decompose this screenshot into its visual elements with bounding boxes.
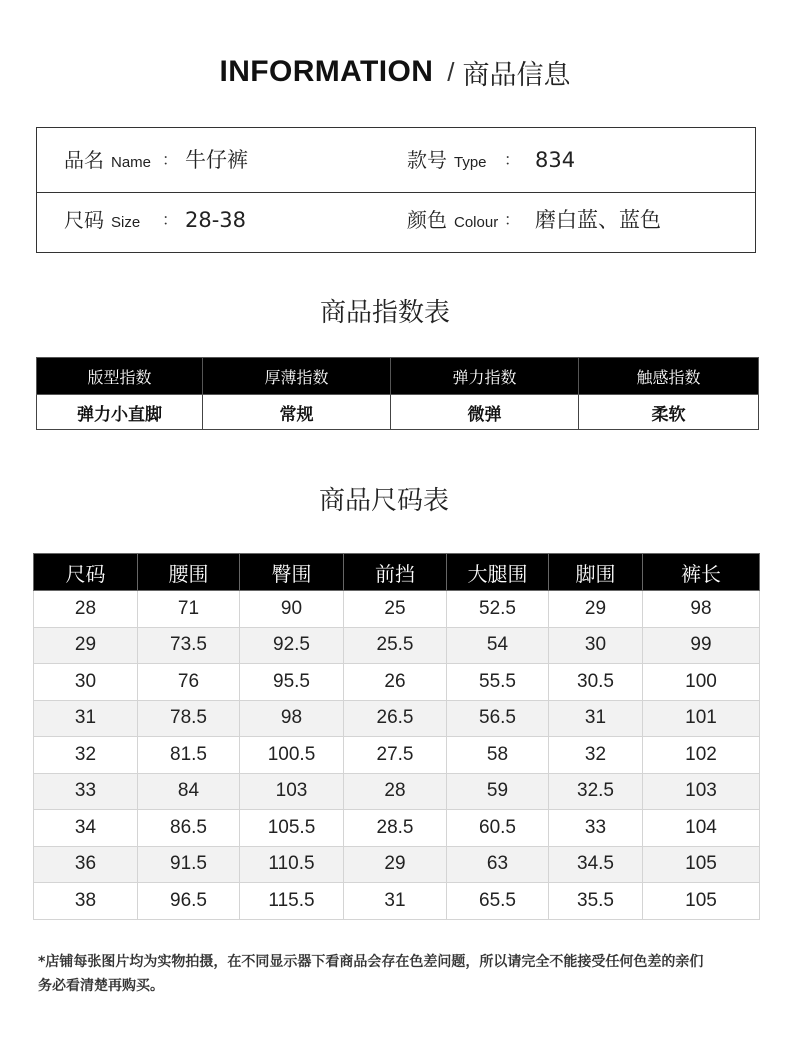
title-english: INFORMATION (219, 55, 434, 88)
index-header-elasticity: 弹力指数 (391, 358, 579, 395)
index-value-fit: 弹力小直脚 (37, 395, 203, 430)
size-row (34, 700, 760, 737)
size-colon: ： (162, 210, 179, 229)
type-label-en: Type (454, 154, 487, 171)
size-row (34, 846, 760, 883)
size-cell-length: 103 (643, 773, 760, 810)
index-table-header-row (37, 358, 759, 395)
size-header-length: 裤长 (643, 554, 760, 591)
size-cell-rise: 28.5 (344, 810, 447, 847)
colour-value: 磨白蓝、蓝色 (535, 208, 661, 232)
index-header-thickness: 厚薄指数 (203, 358, 391, 395)
size-cell-hip: 98 (240, 700, 344, 737)
size-cell-leg-opening: 32.5 (549, 773, 643, 810)
type-label-cn: 款号 (407, 148, 447, 172)
size-cell-thigh: 55.5 (447, 664, 549, 701)
size-cell-hip: 95.5 (240, 664, 344, 701)
size-cell-rise: 26.5 (344, 700, 447, 737)
name-label-cn: 品名 (64, 148, 104, 172)
info-row-size-colour (37, 193, 755, 252)
size-header-size: 尺码 (34, 554, 138, 591)
size-cell-hip: 115.5 (240, 883, 344, 920)
footnote-line: *店铺每张图片均为实物拍摄，在不同显示器下看商品会存在色差问题，所以请完全不能接受任何色差的亲们 (38, 954, 704, 970)
size-cell-size: 29 (34, 627, 138, 664)
size-cell-waist: 86.5 (138, 810, 240, 847)
size-cell-leg-opening: 30 (549, 627, 643, 664)
size-cell-waist: 76 (138, 664, 240, 701)
size-cell-thigh: 56.5 (447, 700, 549, 737)
size-cell-size: 36 (34, 846, 138, 883)
colour-label-cn: 颜色 (407, 208, 447, 232)
title-separator: / (447, 56, 455, 87)
info-row-name-type (37, 128, 755, 193)
size-cell-thigh: 59 (447, 773, 549, 810)
size-cell-thigh: 63 (447, 846, 549, 883)
size-cell-thigh: 54 (447, 627, 549, 664)
size-cell-thigh: 52.5 (447, 591, 549, 628)
size-cell-rise: 26 (344, 664, 447, 701)
colour-colon: ： (504, 210, 521, 229)
size-header-leg-opening: 脚围 (549, 554, 643, 591)
size-cell-waist: 73.5 (138, 627, 240, 664)
size-cell-thigh: 60.5 (447, 810, 549, 847)
size-cell-hip: 105.5 (240, 810, 344, 847)
size-label-cn: 尺码 (64, 208, 104, 232)
size-cell-rise: 25.5 (344, 627, 447, 664)
type-label (407, 128, 487, 195)
size-header-rise: 前挡 (344, 554, 447, 591)
size-cell-hip: 92.5 (240, 627, 344, 664)
size-table-header-row (34, 554, 760, 591)
footnote-line: 务必看清楚再购买。 (38, 978, 164, 994)
size-header-hip: 臀围 (240, 554, 344, 591)
type-value: 834 (535, 148, 576, 172)
index-value-elasticity: 微弹 (391, 395, 579, 430)
size-cell-waist: 81.5 (138, 737, 240, 774)
size-row (34, 883, 760, 920)
size-cell-size: 33 (34, 773, 138, 810)
size-cell-length: 105 (643, 846, 760, 883)
size-cell-thigh: 65.5 (447, 883, 549, 920)
size-cell-size: 34 (34, 810, 138, 847)
size-cell-length: 99 (643, 627, 760, 664)
size-cell-length: 104 (643, 810, 760, 847)
size-cell-hip: 90 (240, 591, 344, 628)
size-cell-leg-opening: 34.5 (549, 846, 643, 883)
size-row (34, 664, 760, 701)
size-cell-waist: 96.5 (138, 883, 240, 920)
index-header-touch: 触感指数 (579, 358, 759, 395)
index-table-title: 商品指数表 (320, 298, 451, 328)
size-label-en: Size (111, 214, 141, 231)
size-cell-leg-opening: 30.5 (549, 664, 643, 701)
size-cell-leg-opening: 29 (549, 591, 643, 628)
size-value: 28-38 (185, 208, 247, 232)
size-cell-rise: 25 (344, 591, 447, 628)
size-cell-waist: 84 (138, 773, 240, 810)
size-cell-waist: 78.5 (138, 700, 240, 737)
size-cell-rise: 28 (344, 773, 447, 810)
size-cell-rise: 27.5 (344, 737, 447, 774)
size-cell-thigh: 58 (447, 737, 549, 774)
size-cell-length: 98 (643, 591, 760, 628)
page-title (0, 52, 790, 92)
name-value: 牛仔裤 (185, 148, 248, 172)
size-header-thigh: 大腿围 (447, 554, 549, 591)
size-cell-leg-opening: 35.5 (549, 883, 643, 920)
index-table-value-row (37, 395, 759, 430)
type-colon: ： (504, 150, 521, 169)
size-row (34, 810, 760, 847)
size-cell-leg-opening: 31 (549, 700, 643, 737)
size-row (34, 591, 760, 628)
colour-label (407, 193, 498, 250)
size-cell-waist: 71 (138, 591, 240, 628)
size-cell-rise: 31 (344, 883, 447, 920)
index-value-touch: 柔软 (579, 395, 759, 430)
size-cell-length: 101 (643, 700, 760, 737)
size-cell-hip: 110.5 (240, 846, 344, 883)
size-cell-leg-opening: 32 (549, 737, 643, 774)
size-cell-size: 30 (34, 664, 138, 701)
name-label (64, 128, 151, 195)
name-label-en: Name (111, 154, 152, 171)
index-value-thickness: 常规 (203, 395, 391, 430)
size-cell-rise: 29 (344, 846, 447, 883)
size-cell-size: 32 (34, 737, 138, 774)
size-row (34, 773, 760, 810)
size-row (34, 627, 760, 664)
name-colon: ： (162, 150, 179, 169)
index-table (36, 357, 759, 430)
size-row (34, 737, 760, 774)
color-disclaimer-note (38, 950, 703, 998)
size-table-title: 商品尺码表 (319, 486, 450, 516)
size-cell-waist: 91.5 (138, 846, 240, 883)
size-cell-length: 100 (643, 664, 760, 701)
size-label (64, 193, 140, 250)
size-cell-length: 102 (643, 737, 760, 774)
size-header-waist: 腰围 (138, 554, 240, 591)
title-chinese: 商品信息 (462, 59, 571, 91)
size-cell-size: 28 (34, 591, 138, 628)
size-cell-size: 38 (34, 883, 138, 920)
size-cell-hip: 100.5 (240, 737, 344, 774)
colour-label-en: Colour (454, 214, 499, 231)
index-header-fit: 版型指数 (37, 358, 203, 395)
product-info-box (36, 127, 756, 253)
size-cell-length: 105 (643, 883, 760, 920)
size-cell-hip: 103 (240, 773, 344, 810)
size-table (33, 553, 760, 920)
size-cell-leg-opening: 33 (549, 810, 643, 847)
size-cell-size: 31 (34, 700, 138, 737)
size-table-body (34, 591, 760, 920)
